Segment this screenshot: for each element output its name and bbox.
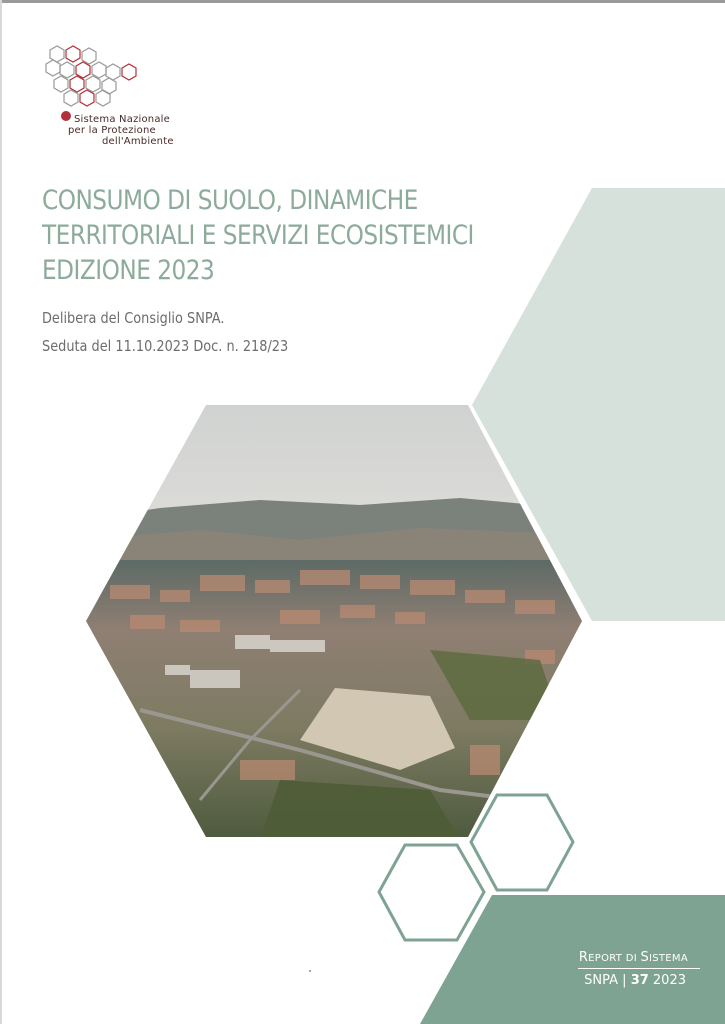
logo-line-1: Sistema Nazionale bbox=[74, 114, 171, 125]
report-title bbox=[42, 183, 524, 288]
series-initial-r: R bbox=[578, 950, 589, 965]
subtitle-line-2: Seduta del 11.10.2023 Doc. n. 218/23 bbox=[42, 337, 289, 355]
series-initial-s: S bbox=[640, 950, 649, 965]
decorative-dot bbox=[309, 970, 311, 972]
outline-hexagon-upper bbox=[471, 795, 573, 890]
logo-line-3: dell'Ambiente bbox=[102, 136, 174, 147]
series-org: SNPA | bbox=[584, 973, 631, 988]
series-divider bbox=[578, 968, 700, 969]
subtitle-line-1: Delibera del Consiglio SNPA. bbox=[42, 309, 225, 327]
snpa-logo-text bbox=[62, 114, 222, 147]
title-line-3: EDIZIONE 2023 bbox=[42, 255, 215, 286]
series-title bbox=[560, 950, 700, 965]
logo-line-2: per la Protezione bbox=[68, 125, 156, 136]
series-label bbox=[560, 950, 700, 988]
series-number bbox=[560, 973, 700, 988]
outline-hexagon-lower bbox=[379, 845, 484, 940]
series-year: 2023 bbox=[648, 973, 686, 988]
report-subtitle bbox=[42, 304, 352, 360]
title-line-1: CONSUMO DI SUOLO, DINAMICHE bbox=[42, 185, 418, 216]
series-word-sistema: ISTEMA bbox=[649, 953, 688, 964]
series-issue-number: 37 bbox=[630, 973, 649, 988]
title-line-2: TERRITORIALI E SERVIZI ECOSISTEMICI bbox=[42, 220, 474, 251]
series-word-report: EPORT DI bbox=[588, 953, 641, 964]
